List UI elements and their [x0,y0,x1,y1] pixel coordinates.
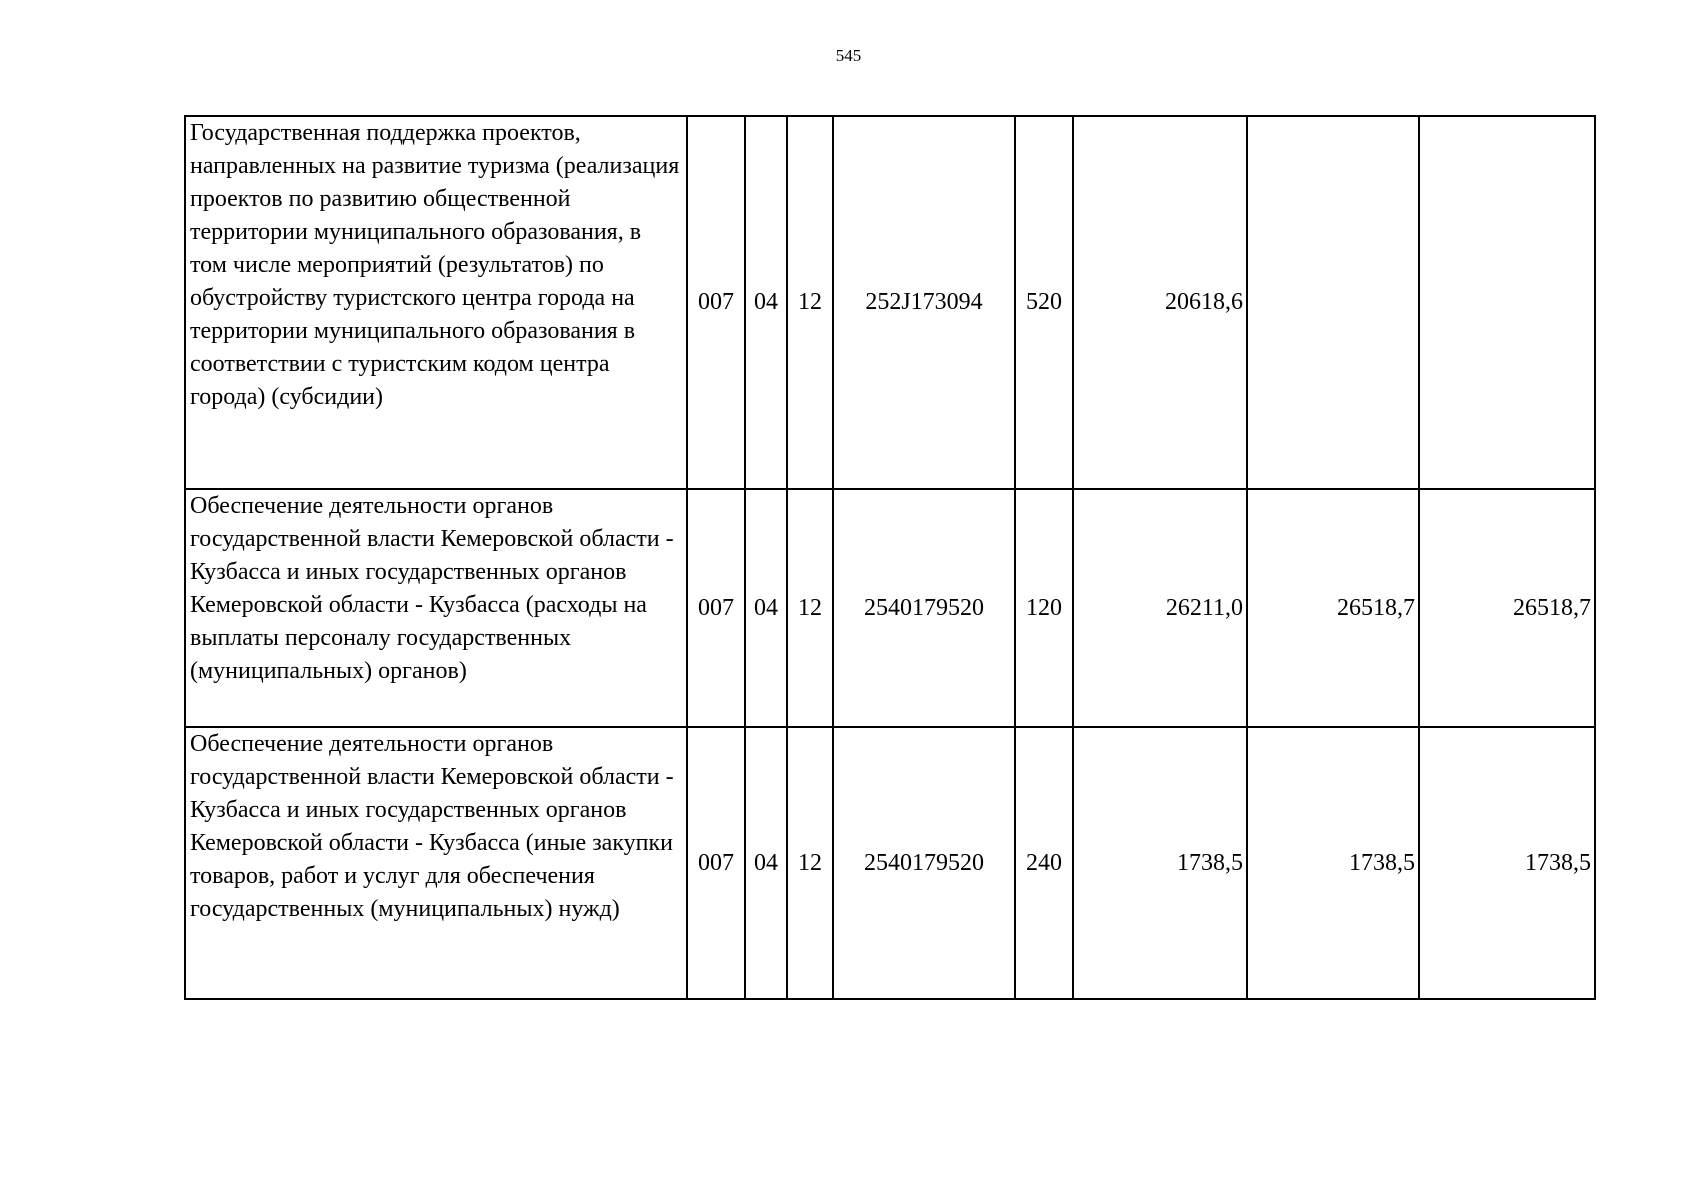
page-number: 545 [835,46,862,65]
amount-year-2 [1247,116,1419,489]
section-code: 04 [745,116,787,489]
amount-year-1: 26211,0 [1073,489,1247,727]
ministry-code: 007 [687,489,745,727]
amount-year-3: 1738,5 [1419,727,1595,999]
table-row [185,116,1595,489]
subsection-code: 12 [787,489,833,727]
row-description: Обеспечение деятельности органов государственной власти Кемеровской области - Кузбасса и иных государственных органов Кемеровской области - Кузбасса (иные закупки товаров, работ и услуг для обеспечения государственных (муниципальных) нужд) [185,727,687,999]
section-code: 04 [745,727,787,999]
expense-type-code: 520 [1015,116,1073,489]
target-article-code: 252J173094 [833,116,1015,489]
amount-year-1: 20618,6 [1073,116,1247,489]
budget-table [184,115,1596,1000]
table-row [185,489,1595,727]
section-code: 04 [745,489,787,727]
row-description: Обеспечение деятельности органов государственной власти Кемеровской области - Кузбасса и иных государственных органов Кемеровской области - Кузбасса (расходы на выплаты персоналу государственных (муниципальных) органов) [185,489,687,727]
row-description: Государственная поддержка проектов, направленных на развитие туризма (реализация проектов по развитию общественной территории муниципального образования, в том числе мероприятий (результатов) по обустройству туристского центра города на территории муниципального образования в соответствии с туристским кодом центра города) (субсидии) [185,116,687,489]
expense-type-code: 120 [1015,489,1073,727]
expense-type-code: 240 [1015,727,1073,999]
amount-year-1: 1738,5 [1073,727,1247,999]
subsection-code: 12 [787,727,833,999]
table-row [185,727,1595,999]
target-article-code: 2540179520 [833,727,1015,999]
amount-year-2: 1738,5 [1247,727,1419,999]
amount-year-3: 26518,7 [1419,489,1595,727]
amount-year-2: 26518,7 [1247,489,1419,727]
ministry-code: 007 [687,116,745,489]
amount-year-3 [1419,116,1595,489]
subsection-code: 12 [787,116,833,489]
target-article-code: 2540179520 [833,489,1015,727]
ministry-code: 007 [687,727,745,999]
